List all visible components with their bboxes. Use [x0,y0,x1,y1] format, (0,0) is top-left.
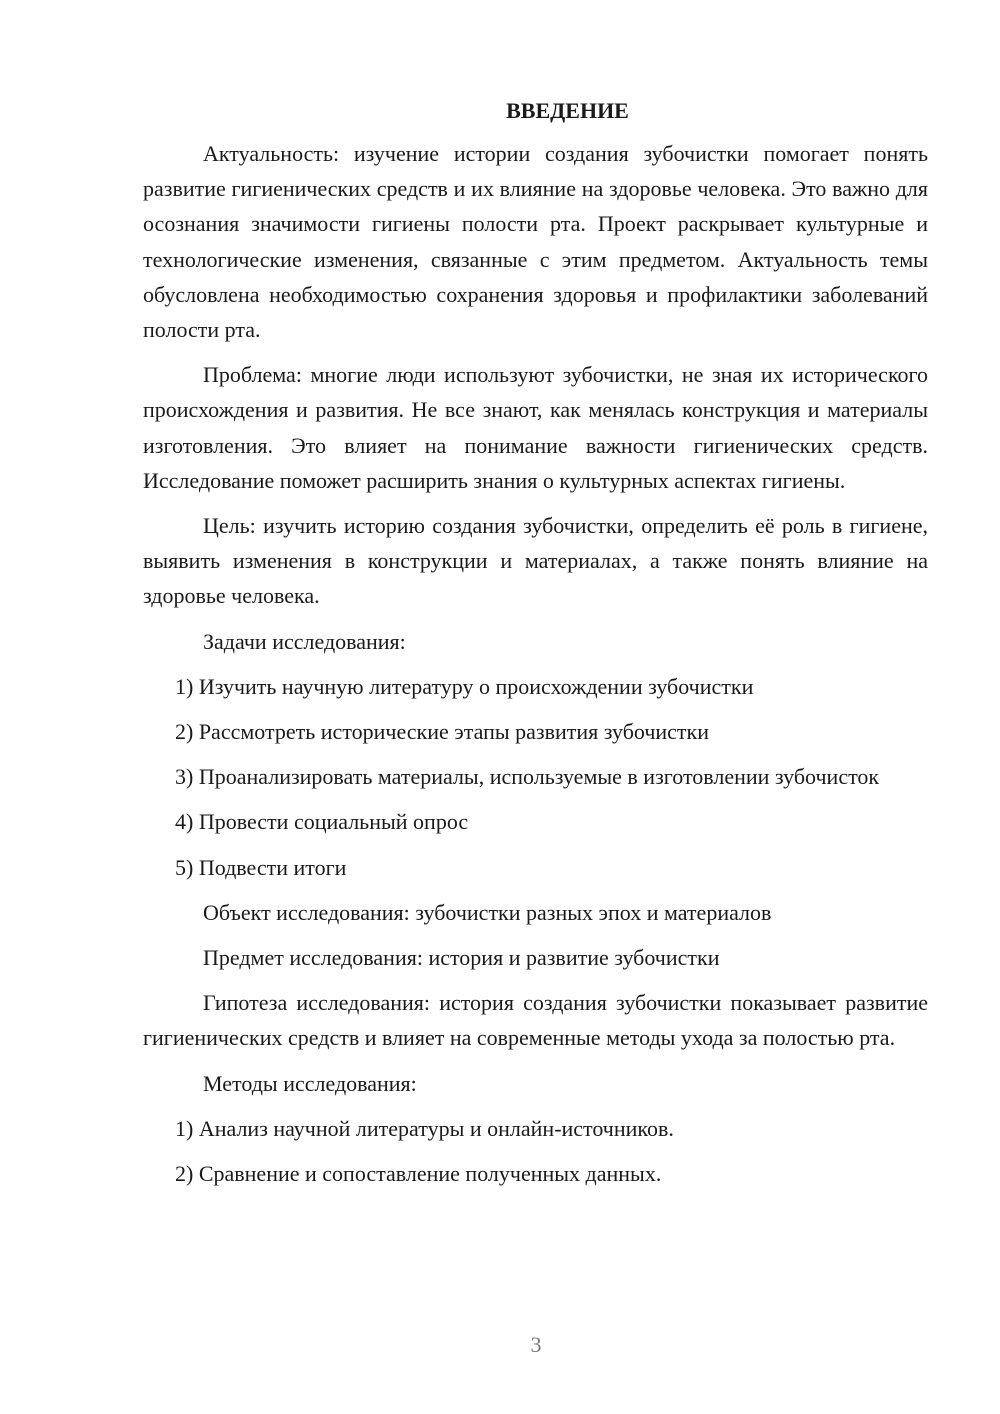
paragraph-hypothesis: Гипотеза исследования: история создания зубочистки показывает развитие гигиенических средств и влияет на современные методы ухода за полостью рта. [143,990,928,1051]
methods-label: Методы исследования: [203,1070,417,1096]
task-item: 3) Проанализировать материалы, используемые в изготовлении зубочисток [175,764,880,790]
paragraph-goal: Цель: изучить историю создания зубочистки, определить её роль в гигиене, выявить изменения в конструкции и материалах, а также понять влияние на здоровье человека. [143,513,928,609]
research-subject: Предмет исследования: история и развитие зубочистки [203,945,720,971]
research-object: Объект исследования: зубочистки разных эпох и материалов [203,899,772,925]
section-heading: ВВЕДЕНИЕ [506,98,629,123]
method-item: 2) Сравнение и сопоставление полученных данных. [175,1161,662,1187]
task-item: 1) Изучить научную литературу о происхождении зубочистки [175,673,754,699]
method-item: 1) Анализ научной литературы и онлайн-источников. [175,1115,674,1141]
tasks-label: Задачи исследования: [203,628,406,654]
task-item: 4) Провести социальный опрос [175,809,469,835]
paragraph-relevance: Актуальность: изучение истории создания зубочистки помогает понять развитие гигиенических средств и их влияние на здоровье человека. Это важно для осознания значимости гигиены полости рта. Проект раскрывает культурные и технологические изменения, связанные с этим предметом. Актуальность темы обусловлена необходимостью сохранения здоровья и профилактики заболеваний полости рта. [143,141,928,343]
task-item: 5) Подвести итоги [175,854,347,880]
document-body [143,93,928,1201]
page-number: 3 [530,1332,542,1357]
task-item: 2) Рассмотреть исторические этапы развития зубочистки [175,719,710,745]
paragraph-problem: Проблема: многие люди используют зубочистки, не зная их исторического происхождения и развития. Не все знают, как менялась конструкция и материалы изготовления. Это влияет на понимание важности гигиенических средств. Исследование поможет расширить знания о культурных аспектах гигиены. [143,362,928,493]
